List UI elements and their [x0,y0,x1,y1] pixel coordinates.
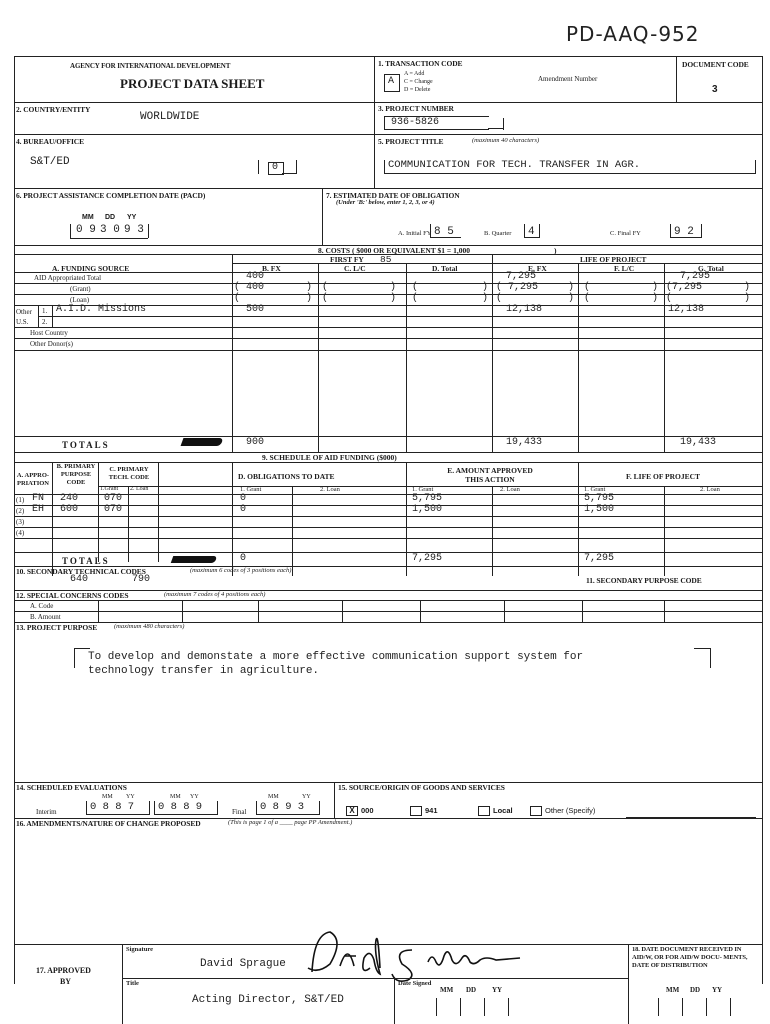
sched-row2-num: (2) [16,507,25,515]
secondary-tech-note: (maximum 6 codes of 3 positions each) [190,567,292,574]
transaction-option-change: C = Change [404,79,433,85]
interim-label: Interim [36,808,57,816]
pacd-month[interactable]: 0 9 [76,224,96,236]
col-appropriation: A. APPRO- PRIATION [16,472,50,487]
costs-total-efx[interactable]: 19,433 [506,437,543,448]
col-total: D. Total [432,264,458,273]
agency-name: AGENCY FOR INTERNATIONAL DEVELOPMENT [70,62,231,70]
row-aid-total-label: AID Appropriated Total [34,274,102,282]
project-purpose-label: 13. PROJECT PURPOSE [16,623,98,632]
source-origin-label: 15. SOURCE/ORIGIN OF GOODS AND SERVICES [338,783,505,792]
pacd-label: 6. PROJECT ASSISTANCE COMPLETION DATE (PACD) [16,191,206,200]
bureau-label: 4. BUREAU/OFFICE [16,137,84,146]
approved-by-label-1: 17. APPROVED [36,966,91,975]
col-amount-approved: E. AMOUNT APPROVED THIS ACTION [447,466,533,484]
eval-mm-label-2: MM [170,794,181,800]
received-yy-label: YY [712,986,723,994]
grant-efx[interactable]: ( 7,295 [496,282,539,293]
source-option-other[interactable] [530,806,595,816]
sched-row2-e-grant[interactable]: 1,500 [412,504,443,515]
amendments-label: 16. AMENDMENTS/NATURE OF CHANGE PROPOSED [16,819,201,828]
other-us-fx[interactable]: 500 [246,304,265,315]
costs-total-fx[interactable]: 900 [246,437,265,448]
other-us-sub1-name[interactable]: A.I.D. Missions [56,304,147,315]
handwritten-signature [300,922,550,984]
project-number-box[interactable] [384,116,489,130]
project-number-value: 936-5826 [391,117,440,128]
first-fy-label: FIRST FY [330,255,364,264]
source-option-941[interactable] [410,806,438,816]
col-flc: F. L/C [614,264,635,273]
initial-fy-label: A. Initial FY [398,230,432,237]
transaction-option-add: A = Add [404,71,425,77]
schedule-totals-label: TOTALS [62,556,110,566]
bureau-code-value: 0 [272,162,279,173]
funding-source-label: A. FUNDING SOURCE [52,264,130,273]
loan-gtotal[interactable]: ( [666,293,673,304]
col-d-grant: 1. Grant [240,486,262,493]
loan-efx[interactable]: ( [496,293,503,304]
col-f-grant: 1. Grant [584,486,606,493]
eval-mm-label-1: MM [102,794,113,800]
aid-total-efx[interactable]: 7,295 [506,271,537,282]
country-label: 2. COUNTRY/ENTITY [16,105,91,114]
loan-fx[interactable]: ( [234,293,241,304]
sched-row2-tech[interactable]: 070 [104,504,123,515]
project-purpose-line-2[interactable]: technology transfer in agriculture. [88,665,320,677]
costs-title: 8. COSTS ( $000 OR EQUIVALENT $1 = 1,000 [318,246,470,255]
date-signed-label: Date Signed [398,980,432,987]
initial-fy-value[interactable]: 8 5 [434,226,454,238]
quarter-label: B. Quarter [484,230,512,237]
eval-mm-label-3: MM [268,794,279,800]
special-amount-label: B. Amount [30,613,61,621]
approver-title[interactable]: Acting Director, S&T/ED [192,994,344,1006]
project-title-label: 5. PROJECT TITLE [378,137,444,146]
final-eval-label: Final [232,808,247,816]
costs-total-gtotal[interactable]: 19,433 [680,437,717,448]
col-fx: B. FX [262,264,281,273]
sched-row1-f-grant[interactable]: 5,795 [584,493,615,504]
schedule-total-d[interactable]: 0 [240,553,247,564]
obligation-note: (Under 'B:' below, enter 1, 2, 3, or 4) [336,199,435,206]
pacd-yy-label: YY [127,214,137,221]
secondary-tech-code-1[interactable]: 640 [70,574,89,585]
col-f-loan: 2. Loan [700,486,720,493]
source-option-000[interactable] [346,806,374,816]
project-purpose-line-1[interactable]: To develop and demonstate a more effective communication support system for [88,651,584,663]
received-mm-label: MM [666,986,680,994]
source-other-checkbox[interactable] [530,806,542,816]
date-signed-mm-label: MM [440,986,454,994]
source-941-checkbox[interactable] [410,806,422,816]
project-title-box[interactable] [384,160,756,174]
aid-total-gtotal[interactable]: 7,295 [680,271,711,282]
grant-fx[interactable]: ( 400 [234,282,265,293]
special-code-label: A. Code [30,602,54,610]
sched-row1-tech[interactable]: 070 [104,493,123,504]
sched-row1-purpose[interactable]: 240 [60,493,79,504]
sched-row2-approp[interactable]: EH [32,504,45,515]
secondary-purpose-label: 11. SECONDARY PURPOSE CODE [586,576,702,585]
date-signed-dd-label: DD [466,986,477,994]
source-other-label: Other (Specify) [545,806,596,815]
sched-row1-e-grant[interactable]: 5,795 [412,493,443,504]
date-received-label: 18. DATE DOCUMENT RECEIVED IN AID/W, OR FOR AID/W DOCU- MENTS, DATE OF DISTRIBUTION [632,946,748,969]
schedule-total-f[interactable]: 7,295 [584,553,615,564]
sched-row3-num: (3) [16,518,25,526]
other-us-sub2-num: 2. [42,318,48,326]
other-us-efx[interactable]: 12,138 [506,304,543,315]
project-title-note: (maximum 40 characters) [472,137,540,144]
sched-row1-d-grant[interactable]: 0 [240,493,247,504]
schedule-title: 9. SCHEDULE OF AID FUNDING ($000) [262,453,397,462]
date-signed-yy-label: YY [492,986,503,994]
eval-yy-label-3: YY [302,794,311,800]
schedule-total-e[interactable]: 7,295 [412,553,443,564]
pacd-dd-label: DD [105,214,116,221]
sched-row2-d-grant[interactable]: 0 [240,504,247,515]
final-fy-value[interactable]: 9 2 [674,226,694,238]
interim-evaluation-2[interactable]: 0 8 8 9 [158,801,203,813]
schedule-totals-arrow [171,556,218,563]
document-reference-handwritten: PD-AAQ-952 [566,22,700,46]
col-efx: E. FX [528,264,547,273]
amendment-number-label: Amendment Number [538,75,598,83]
col-primary-tech: C. PRIMARY TECH. CODE [108,466,150,481]
first-fy-value[interactable]: 85 [380,254,392,265]
col-e-grant: 1. Grant [412,486,434,493]
eval-yy-label-1: YY [126,794,135,800]
final-fy-label: C. Final FY [610,230,641,237]
col-primary-purpose: B. PRIMARY PURPOSE CODE [56,463,96,486]
source-local-label: Local [493,806,513,815]
pacd-mm-label: MM [82,214,94,221]
special-concerns-note: (maximum 7 codes of 4 positions each) [164,591,266,598]
amendments-note: (This is page 1 of a ____ page PP Amendment.) [228,819,353,826]
sched-row1-approp[interactable]: FN [32,493,45,504]
transaction-option-delete: D = Delete [404,87,431,93]
obligation-label: 7. ESTIMATED DATE OF OBLIGATION [326,191,460,200]
final-evaluation[interactable]: 0 8 9 3 [260,801,305,813]
document-code-label: DOCUMENT CODE [682,60,749,69]
secondary-tech-code-2[interactable]: 790 [132,574,151,585]
sched-row2-purpose[interactable]: 600 [60,504,79,515]
eval-yy-label-2: YY [190,794,199,800]
interim-evaluation-1[interactable]: 0 8 8 7 [90,801,135,813]
source-000-checkbox[interactable]: X [346,806,358,816]
source-local-checkbox[interactable] [478,806,490,816]
approved-by-label-2: BY [60,977,71,986]
transaction-code-value: A [388,76,395,87]
document-code-value: 3 [712,84,718,95]
col-tech-loan: 2. Loan [130,486,149,492]
source-option-local[interactable] [478,806,513,816]
quarter-value[interactable]: 4 [528,226,535,238]
row-other-us-label: Other U.S. [16,308,32,326]
row-host-country-label: Host Country [30,329,68,337]
signer-name[interactable]: David Sprague [200,958,286,970]
col-e-loan: 2. Loan [500,486,520,493]
title-label: Title [126,980,139,987]
life-of-project-label: LIFE OF PROJECT [580,255,647,264]
country-value[interactable]: WORLDWIDE [140,111,200,123]
col-tech-grant: 1.Grant [100,486,119,492]
pacd-day[interactable]: 3 0 [100,224,120,236]
costs-title-close: ) [554,246,557,255]
col-obligations: D. OBLIGATIONS TO DATE [238,472,335,481]
received-dd-label: DD [690,986,701,994]
project-number-label: 3. PROJECT NUMBER [378,104,454,113]
transaction-code-box[interactable] [384,74,400,92]
scheduled-evaluations-label: 14. SCHEDULED EVALUATIONS [16,783,127,792]
row-other-donor-label: Other Donor(s) [30,340,73,348]
aid-total-fx[interactable]: 400 [246,271,265,282]
totals-arrow [181,438,224,446]
row-grant-label: (Grant) [70,285,91,293]
project-title-value: COMMUNICATION FOR TECH. TRANSFER IN AGR. [388,159,641,171]
other-us-sub1-num: 1. [42,307,48,315]
project-purpose-note: (maximum 480 characters) [114,623,185,630]
signature-label: Signature [126,946,153,953]
row-loan-label: (Loan) [70,296,90,304]
transaction-code-label: 1. TRANSACTION CODE [378,59,463,68]
col-d-loan: 2. Loan [320,486,340,493]
costs-totals-label: TOTALS [62,440,110,450]
col-life-of-project: F. LIFE OF PROJECT [626,472,701,481]
sched-row1-num: (1) [16,496,25,504]
bureau-value[interactable]: S&T/ED [30,156,70,168]
other-us-gtotal[interactable]: 12,138 [668,304,705,315]
special-concerns-label: 12. SPECIAL CONCERNS CODES [16,591,129,600]
source-000-label: 000 [361,806,374,815]
col-lc: C. L/C [344,264,366,273]
sched-row2-f-grant[interactable]: 1,500 [584,504,615,515]
grant-gtotal[interactable]: (7,295 [666,282,703,293]
sched-row4-num: (4) [16,529,25,537]
form-title: PROJECT DATA SHEET [120,76,265,91]
source-941-label: 941 [425,806,438,815]
pacd-year[interactable]: 9 3 [124,224,144,236]
col-gtotal: G. Total [698,264,724,273]
secondary-tech-label: 10. SECONDARY TECHNICAL CODES [16,567,146,576]
